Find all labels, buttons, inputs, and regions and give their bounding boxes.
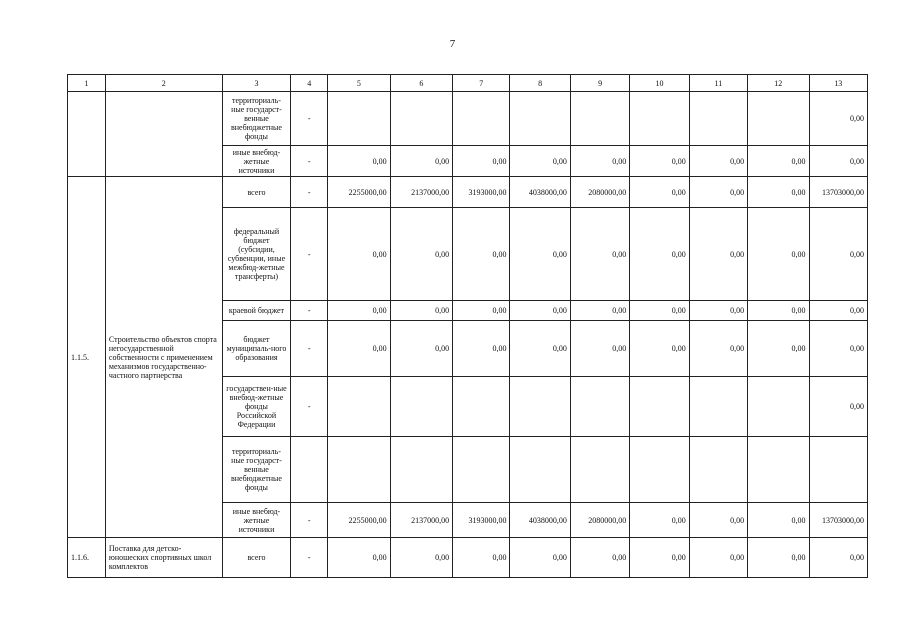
year-amount-cell: 0,00 <box>748 208 809 301</box>
column-number-cell: 8 <box>510 75 570 92</box>
year-amount-cell: 3193000,00 <box>453 503 510 538</box>
funding-source-cell: территориаль-ные государст-венные внебюджетные фонды <box>222 437 291 503</box>
year-amount-cell <box>570 437 629 503</box>
item-code-cell: 1.1.5. <box>68 177 106 538</box>
year-amount-cell: 0,00 <box>390 321 452 377</box>
year-amount-cell: 0,00 <box>630 301 689 321</box>
total-amount-cell: 0,00 <box>809 301 867 321</box>
item-name-cell <box>105 92 222 177</box>
year-amount-cell <box>328 437 390 503</box>
column-number-cell: 13 <box>809 75 867 92</box>
year-amount-cell: 0,00 <box>328 321 390 377</box>
item-code-cell <box>68 92 106 177</box>
year-amount-cell <box>453 437 510 503</box>
year-amount-cell: 0,00 <box>689 301 747 321</box>
funding-source-cell: территориаль-ные государст-венные внебюджетные фонды <box>222 92 291 146</box>
year-amount-cell <box>748 377 809 437</box>
year-amount-cell: 0,00 <box>510 321 570 377</box>
year-amount-cell <box>328 377 390 437</box>
column-number-row <box>68 75 868 92</box>
year-amount-cell: 2080000,00 <box>570 503 629 538</box>
dash-cell: - <box>291 92 328 146</box>
year-amount-cell: 0,00 <box>630 208 689 301</box>
year-amount-cell: 0,00 <box>630 177 689 208</box>
year-amount-cell <box>453 377 510 437</box>
year-amount-cell: 0,00 <box>510 538 570 578</box>
year-amount-cell <box>748 92 809 146</box>
column-number-cell: 9 <box>570 75 629 92</box>
table-row <box>68 538 868 578</box>
year-amount-cell <box>630 92 689 146</box>
year-amount-cell: 4038000,00 <box>510 503 570 538</box>
year-amount-cell <box>510 92 570 146</box>
column-number-cell: 11 <box>689 75 747 92</box>
dash-cell: - <box>291 503 328 538</box>
year-amount-cell: 0,00 <box>453 146 510 177</box>
year-amount-cell: 0,00 <box>453 321 510 377</box>
funding-source-cell: иные внебюд-жетные источники <box>222 146 291 177</box>
year-amount-cell: 0,00 <box>630 538 689 578</box>
total-amount-cell: 0,00 <box>809 92 867 146</box>
year-amount-cell: 0,00 <box>689 208 747 301</box>
column-number-cell: 7 <box>453 75 510 92</box>
funding-source-cell: иные внебюд-жетные источники <box>222 503 291 538</box>
total-amount-cell <box>809 437 867 503</box>
funding-source-cell: государствен-ные внебюд-жетные фонды Российской Федерации <box>222 377 291 437</box>
year-amount-cell <box>570 92 629 146</box>
year-amount-cell <box>689 437 747 503</box>
year-amount-cell: 0,00 <box>510 146 570 177</box>
dash-cell: - <box>291 146 328 177</box>
year-amount-cell <box>630 437 689 503</box>
year-amount-cell: 0,00 <box>390 301 452 321</box>
year-amount-cell: 0,00 <box>630 146 689 177</box>
year-amount-cell <box>390 377 452 437</box>
table-row <box>68 177 868 208</box>
total-amount-cell: 0,00 <box>809 538 867 578</box>
total-amount-cell: 0,00 <box>809 146 867 177</box>
column-number-cell: 12 <box>748 75 809 92</box>
year-amount-cell: 2080000,00 <box>570 177 629 208</box>
year-amount-cell: 0,00 <box>510 208 570 301</box>
year-amount-cell: 0,00 <box>328 146 390 177</box>
year-amount-cell: 2255000,00 <box>328 177 390 208</box>
dash-cell <box>291 437 328 503</box>
year-amount-cell <box>570 377 629 437</box>
total-amount-cell: 13703000,00 <box>809 177 867 208</box>
budget-table <box>67 74 868 578</box>
year-amount-cell: 0,00 <box>748 301 809 321</box>
year-amount-cell: 0,00 <box>453 301 510 321</box>
year-amount-cell: 0,00 <box>570 538 629 578</box>
dash-cell: - <box>291 377 328 437</box>
total-amount-cell: 0,00 <box>809 321 867 377</box>
column-number-cell: 10 <box>630 75 689 92</box>
year-amount-cell: 0,00 <box>390 146 452 177</box>
year-amount-cell: 0,00 <box>748 538 809 578</box>
column-number-cell: 1 <box>68 75 106 92</box>
year-amount-cell: 0,00 <box>748 503 809 538</box>
year-amount-cell: 0,00 <box>630 503 689 538</box>
total-amount-cell: 0,00 <box>809 377 867 437</box>
funding-source-cell: федеральный бюджет (субсидии, субвенции, иные межбюд-жетные трансферты) <box>222 208 291 301</box>
year-amount-cell <box>328 92 390 146</box>
year-amount-cell: 0,00 <box>510 301 570 321</box>
funding-source-cell: всего <box>222 177 291 208</box>
year-amount-cell: 0,00 <box>453 208 510 301</box>
year-amount-cell: 2255000,00 <box>328 503 390 538</box>
year-amount-cell: 0,00 <box>689 321 747 377</box>
dash-cell: - <box>291 208 328 301</box>
table-row <box>68 92 868 146</box>
year-amount-cell: 0,00 <box>748 146 809 177</box>
year-amount-cell: 0,00 <box>570 321 629 377</box>
year-amount-cell <box>390 92 452 146</box>
year-amount-cell <box>453 92 510 146</box>
year-amount-cell <box>510 437 570 503</box>
year-amount-cell: 0,00 <box>689 146 747 177</box>
total-amount-cell: 13703000,00 <box>809 503 867 538</box>
total-amount-cell: 0,00 <box>809 208 867 301</box>
column-number-cell: 5 <box>328 75 390 92</box>
year-amount-cell: 0,00 <box>689 177 747 208</box>
year-amount-cell: 2137000,00 <box>390 177 452 208</box>
year-amount-cell: 0,00 <box>453 538 510 578</box>
year-amount-cell: 0,00 <box>328 301 390 321</box>
year-amount-cell: 0,00 <box>390 208 452 301</box>
year-amount-cell: 0,00 <box>328 538 390 578</box>
year-amount-cell: 0,00 <box>570 208 629 301</box>
year-amount-cell: 0,00 <box>328 208 390 301</box>
year-amount-cell: 0,00 <box>748 177 809 208</box>
year-amount-cell: 0,00 <box>748 321 809 377</box>
dash-cell: - <box>291 538 328 578</box>
year-amount-cell <box>689 377 747 437</box>
page-number: 7 <box>449 38 456 50</box>
year-amount-cell: 0,00 <box>630 321 689 377</box>
dash-cell: - <box>291 301 328 321</box>
item-code-cell: 1.1.6. <box>68 538 106 578</box>
dash-cell: - <box>291 177 328 208</box>
year-amount-cell: 4038000,00 <box>510 177 570 208</box>
year-amount-cell <box>748 437 809 503</box>
year-amount-cell: 0,00 <box>689 503 747 538</box>
year-amount-cell <box>390 437 452 503</box>
year-amount-cell <box>689 92 747 146</box>
column-number-cell: 2 <box>105 75 222 92</box>
funding-source-cell: краевой бюджет <box>222 301 291 321</box>
column-number-cell: 3 <box>222 75 291 92</box>
year-amount-cell: 3193000,00 <box>453 177 510 208</box>
funding-source-cell: бюджет муниципаль-ного образования <box>222 321 291 377</box>
year-amount-cell: 0,00 <box>570 146 629 177</box>
year-amount-cell: 0,00 <box>689 538 747 578</box>
year-amount-cell: 2137000,00 <box>390 503 452 538</box>
year-amount-cell: 0,00 <box>570 301 629 321</box>
year-amount-cell <box>510 377 570 437</box>
item-name-cell: Поставка для детско-юношеских спортивных школ комплектов <box>105 538 222 578</box>
year-amount-cell <box>630 377 689 437</box>
item-name-cell: Строительство объектов спорта негосударственной собственности с применением механизмов государственно-частного партнерства <box>105 177 222 538</box>
column-number-cell: 4 <box>291 75 328 92</box>
funding-source-cell: всего <box>222 538 291 578</box>
year-amount-cell: 0,00 <box>390 538 452 578</box>
dash-cell: - <box>291 321 328 377</box>
column-number-cell: 6 <box>390 75 452 92</box>
